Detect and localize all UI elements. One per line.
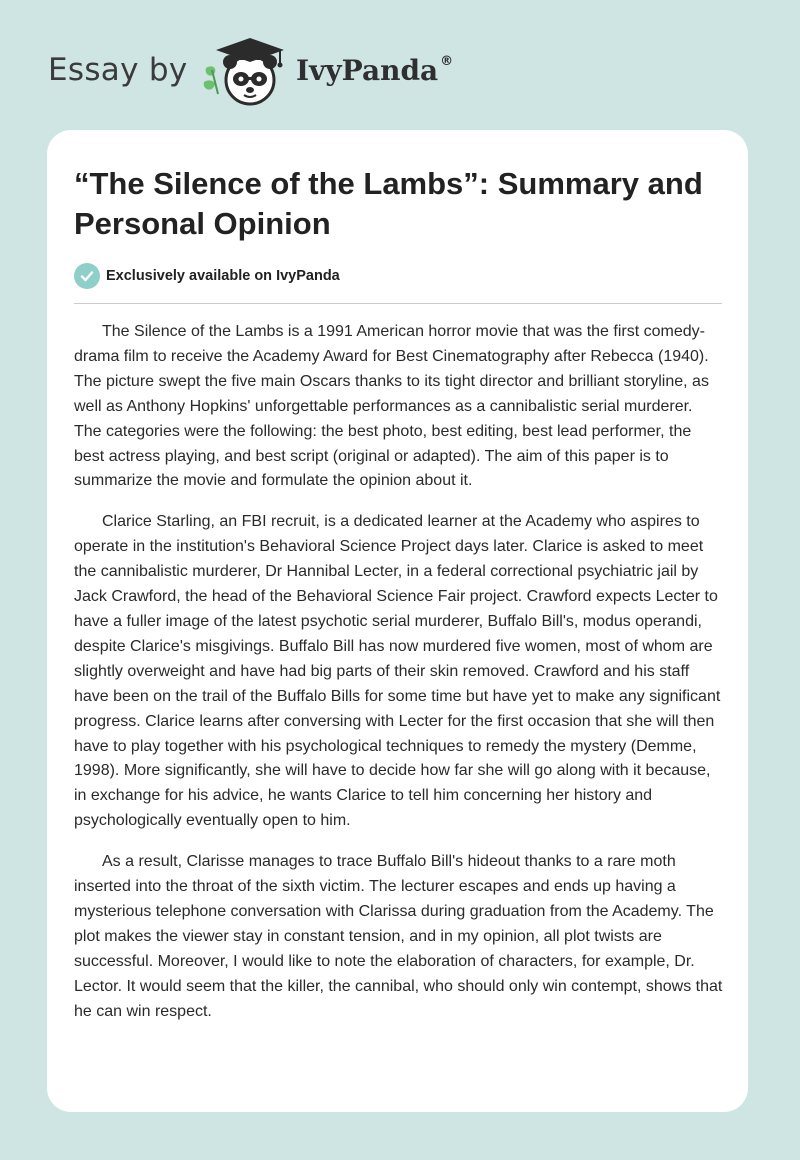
article-title: “The Silence of the Lambs”: Summary and Personal Opinion: [74, 166, 703, 241]
brand-prefix: Essay by: [48, 52, 188, 88]
brand-name: [296, 54, 453, 87]
check-circle-icon: [74, 263, 100, 289]
exclusive-label: Exclusively available on IvyPanda: [106, 268, 340, 284]
registered-mark: ®: [440, 54, 454, 69]
paragraph-2: Clarice Starling, an FBI recruit, is a dedicated learner at the Academy who aspires to operate in the institution's Behavioral Science Project days later. Clarice is asked to meet the cannibalistic murderer, Dr Hannibal Lecter, in a federal correctional psychiatric jail by Jack Crawford, the head of the Behavioral Science Fair project. Crawford expects Lecter to have a fuller image of the latest psychotic serial murderer, Buffalo Bill's, modus operandi, despite Clarice's misgivings. Buffalo Bill has now murdered five women, most of whom are slightly overweight and have had big parts of their skin removed. Crawford and his staff have been on the trail of the Buffalo Bills for some time but have yet to make any significant progress. Clarice learns after conversing with Lecter for the first occasion that she will then have to play together with his psychological techniques to remedy the mystery (Demme, 1998). More significantly, she will have to decide how far she will go along with it because, in exchange for his advice, he wants Clarice to tell him concerning her history and psychologically eventually open to him.: [74, 513, 721, 830]
divider: [74, 303, 722, 304]
paragraph-1: The Silence of the Lambs is a 1991 American horror movie that was the first comedy-drama film to receive the Academy Award for Best Cinematography after Rebecca (1940). The picture swept the five main Oscars thanks to its tight director and brilliant storyline, as well as Anthony Hopkins' unforgettable performances as a cannibalistic serial murderer. The categories were the following: the best photo, best editing, best lead performer, the best actress playing, and best script (original or adapted). The aim of this paper is to summarize the movie and formulate the opinion about it.: [74, 323, 709, 490]
paragraph-3: As a result, Clarisse manages to trace Buffalo Bill's hideout thanks to a rare moth inserted into the throat of the sixth victim. The lecturer escapes and ends up having a mysterious telephone conversation with Clarissa during graduation from the Academy. The plot makes the viewer stay in constant tension, and in my opinion, all plot twists are successful. Moreover, I would like to note the elaboration of characters, for example, Dr. Lector. It would seem that the killer, the cannibal, who should only win contempt, shows that he can win respect.: [74, 853, 723, 1020]
article-card: [47, 130, 748, 1112]
article-body: [74, 320, 724, 1040]
panda-graduate-icon: [200, 34, 292, 108]
brand-name-text: IvyPanda: [296, 54, 439, 87]
brand-header[interactable]: [48, 34, 508, 114]
exclusive-badge: [74, 263, 340, 289]
